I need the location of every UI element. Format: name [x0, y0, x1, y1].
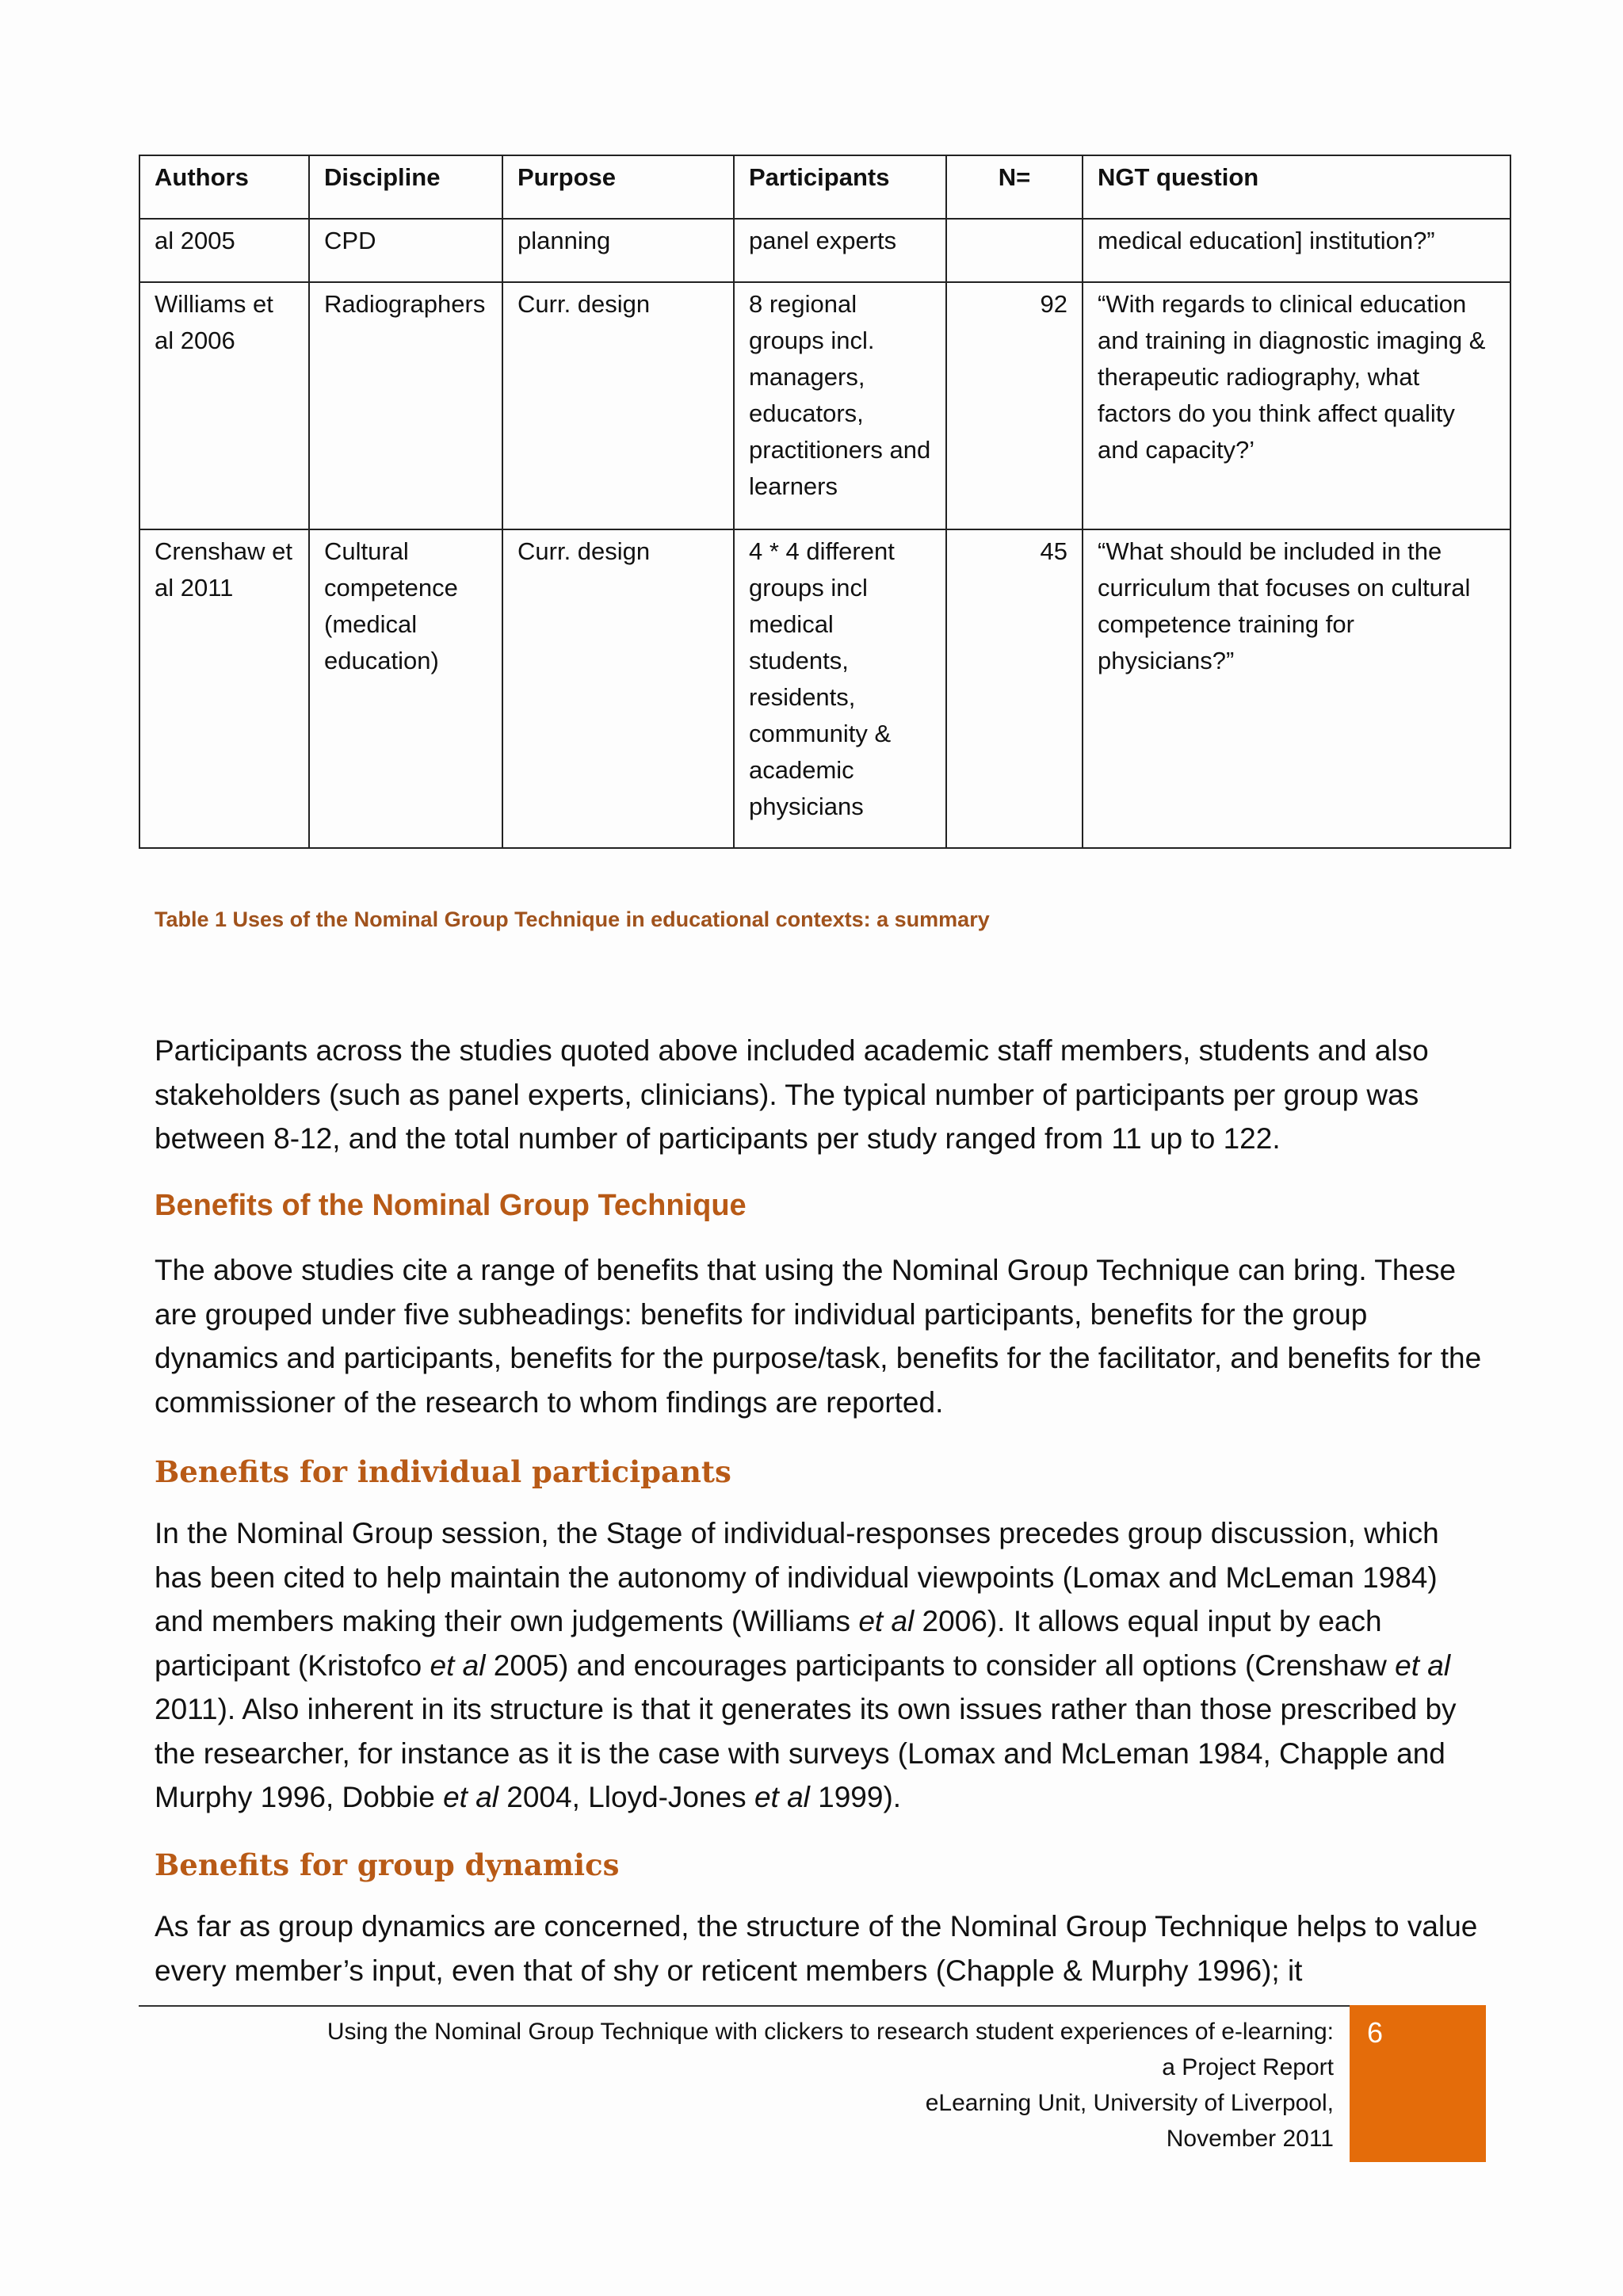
- cell-question: “With regards to clinical education and training in diagnostic imaging & therapeutic radiography, what factors do you think affect quality and capacity?’: [1083, 282, 1510, 529]
- header-purpose: Purpose: [502, 155, 734, 219]
- cell-purpose: Curr. design: [502, 282, 734, 529]
- heading-benefits-group-dynamics: Benefits for group dynamics: [155, 1847, 620, 1882]
- cell-discipline: CPD: [309, 219, 502, 282]
- footer-line: Using the Nominal Group Technique with clickers to research student experiences of e-learning:: [327, 2019, 1334, 2045]
- table-caption: Table 1 Uses of the Nominal Group Technique in educational contexts: a summary: [155, 907, 990, 931]
- italic-et-al: et al: [430, 1648, 486, 1682]
- footer-text: [224, 2014, 1334, 2157]
- footer-line: November 2011: [1166, 2126, 1334, 2152]
- cell-authors: Crenshaw et al 2011: [139, 529, 309, 848]
- table-row: [139, 219, 1510, 282]
- cell-question: “What should be included in the curriculum that focuses on cultural competence training for physicians?”: [1083, 529, 1510, 848]
- paragraph-benefits-overview: The above studies cite a range of benefits that using the Nominal Group Technique can bring. These are grouped under five subheadings: benefits for individual participants, benefits for the group dynamics and participants, benefits for the purpose/task, benefits for the facilitator, and benefits for the commissioner of the research to whom findings are reported.: [155, 1254, 1482, 1419]
- cell-n: 92: [946, 282, 1083, 529]
- header-authors: Authors: [139, 155, 309, 219]
- text-run: 2006). It allows equal input by each participant (Kristofco: [155, 1605, 1382, 1682]
- cell-n: 45: [946, 529, 1083, 848]
- cell-authors: al 2005: [139, 219, 309, 282]
- paragraph-group-dynamics: As far as group dynamics are concerned, the structure of the Nominal Group Technique helps to value every member’s input, even that of shy or reticent members (Chapple & Murphy 1996); it: [155, 1910, 1478, 1987]
- page-number-box: [1350, 2005, 1486, 2162]
- cell-authors: Williams et al 2006: [139, 282, 309, 529]
- ngt-summary-table: [139, 155, 1511, 849]
- cell-discipline: Cultural competence (medical education): [309, 529, 502, 848]
- text-run: In the Nominal Group session, the Stage of individual-responses precedes group discussion, which has been cited to help maintain the autonomy of individual viewpoints (Lomax and McLeman 1984) and members making their own judgements (Williams: [155, 1517, 1439, 1637]
- cell-participants: 8 regional groups incl. managers, educators, practitioners and learners: [734, 282, 946, 529]
- italic-et-al: et al: [858, 1605, 915, 1637]
- cell-question: medical education] institution?”: [1083, 219, 1510, 282]
- paragraph-participants: Participants across the studies quoted above included academic staff members, students and also stakeholders (such as panel experts, clinicians). The typical number of participants per group was between 8-12, and the total number of participants per study ranged from 11 up to 122.: [155, 1034, 1429, 1155]
- table-row: [139, 529, 1510, 848]
- footer-line: eLearning Unit, University of Liverpool,: [925, 2090, 1334, 2116]
- cell-participants: 4 * 4 different groups incl medical students, residents, community & academic physicians: [734, 529, 946, 848]
- cell-participants: panel experts: [734, 219, 946, 282]
- page-number: 6: [1367, 2016, 1384, 2049]
- table-header-row: [139, 155, 1510, 219]
- cell-purpose: Curr. design: [502, 529, 734, 848]
- cell-n: [946, 219, 1083, 282]
- header-n: N=: [946, 155, 1083, 219]
- italic-et-al: et al: [1395, 1648, 1451, 1682]
- header-discipline: Discipline: [309, 155, 502, 219]
- text-run: 1999).: [809, 1781, 902, 1813]
- header-ngt-question: NGT question: [1083, 155, 1510, 219]
- text-run: 2005) and encourages participants to consider all options (Crenshaw: [485, 1648, 1396, 1682]
- heading-benefits-ngt: Benefits of the Nominal Group Technique: [155, 1189, 747, 1222]
- italic-et-al: et al: [754, 1781, 810, 1813]
- text-run: 2004, Lloyd-Jones: [498, 1781, 754, 1813]
- text-run: 2011). Also inherent in its structure is that it generates its own issues rather than those prescribed by the researcher, for instance as it is the case with surveys (Lomax and McLeman 1984, Chapple and Murphy 1996, Dobbie: [155, 1693, 1457, 1813]
- cell-discipline: Radiographers: [309, 282, 502, 529]
- italic-et-al: et al: [443, 1781, 498, 1813]
- heading-benefits-individual: Benefits for individual participants: [155, 1454, 731, 1489]
- paragraph-individual-participants: [155, 1511, 1486, 1820]
- header-participants: Participants: [734, 155, 946, 219]
- footer-line: a Project Report: [1162, 2054, 1334, 2080]
- table-row: [139, 282, 1510, 529]
- cell-purpose: planning: [502, 219, 734, 282]
- footer-divider: [139, 2005, 1486, 2007]
